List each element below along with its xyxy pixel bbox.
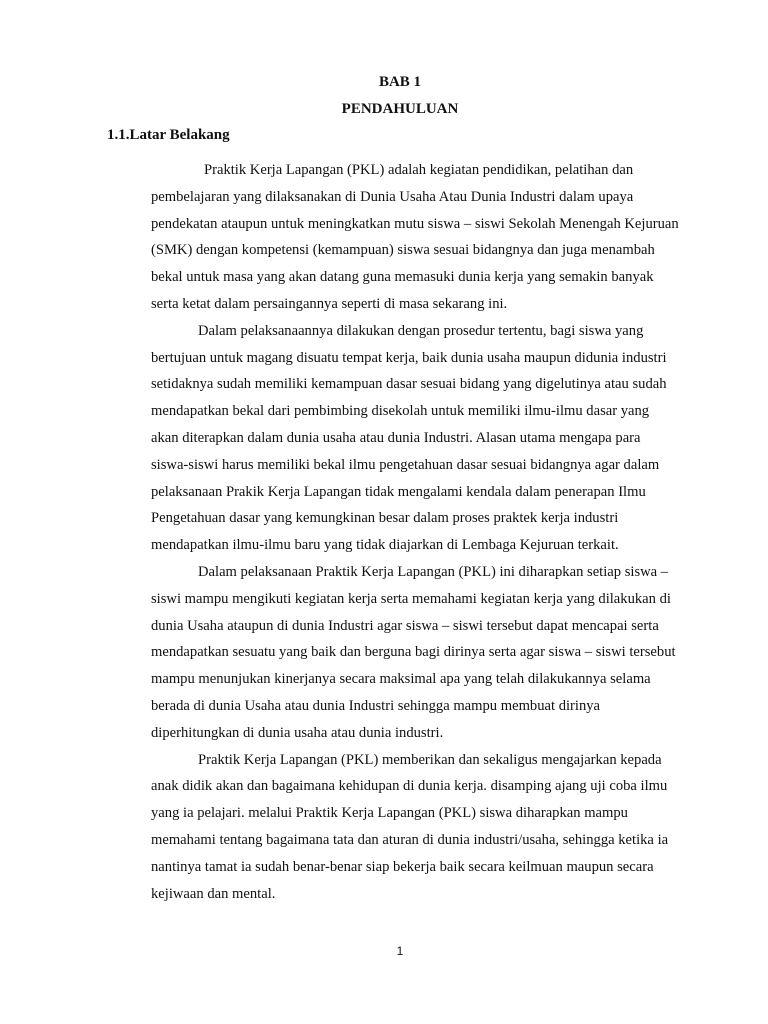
paragraph-line: mendapatkan bekal dari pembimbing disekolah untuk memiliki ilmu-ilmu dasar yang: [151, 403, 650, 420]
paragraph-line: kejiwaan dan mental.: [151, 885, 276, 902]
paragraph-line: dunia Usaha ataupun di dunia Industri agar siswa – siswi tersebut dapat mencapai serta: [151, 617, 659, 634]
paragraph-line: serta ketat dalam persaingannya seperti di masa sekarang ini.: [151, 295, 508, 312]
paragraph-line: nantinya tamat ia sudah benar-benar siap bekerja baik secara keilmuan maupun secara: [151, 858, 654, 875]
chapter-label: BAB 1: [378, 74, 422, 90]
chapter-title: PENDAHULUAN: [341, 101, 459, 117]
paragraph-line: Praktik Kerja Lapangan (PKL) memberikan dan sekaligus mengajarkan kepada: [198, 751, 662, 768]
paragraph-line: siswi mampu mengikuti kegiatan kerja serta memahami kegiatan kerja yang dilakukan di: [151, 590, 671, 607]
paragraph-line: siswa-siswi harus memiliki bekal ilmu pengetahuan dasar sesuai bidangnya agar dalam: [151, 456, 660, 473]
paragraph-line: memahami tentang bagaimana tata dan aturan di dunia industri/usaha, sehingga ketika ia: [151, 831, 669, 848]
paragraph-3: [151, 559, 711, 747]
paragraph-line: Dalam pelaksanaan Praktik Kerja Lapangan (PKL) ini diharapkan setiap siswa –: [198, 563, 669, 580]
paragraph-line: yang ia pelajari. melalui Praktik Kerja Lapangan (PKL) siswa diharapkan mampu: [151, 805, 628, 822]
paragraph-line: pembelajaran yang dilaksanakan di Dunia Usaha Atau Dunia Industri dalam upaya: [151, 188, 634, 205]
body-text: [151, 157, 711, 907]
section-heading: 1.1.Latar Belakang: [107, 127, 230, 143]
paragraph-line: mendapatkan ilmu-ilmu baru yang tidak diajarkan di Lembaga Kejuruan terkait.: [151, 537, 619, 554]
paragraph-line: mendapatkan sesuatu yang baik dan berguna bagi dirinya serta agar siswa – siswi tersebut: [151, 644, 676, 661]
paragraph-2: [151, 318, 711, 559]
paragraph-line: anak didik akan dan bagaimana kehidupan di dunia kerja. disamping ajang uji coba ilmu: [151, 778, 668, 795]
paragraph-1: [151, 157, 711, 318]
paragraph-line: diperhitungkan di dunia usaha atau dunia industri.: [151, 724, 444, 741]
paragraph-line: pendekatan ataupun untuk meningkatkan mutu siswa – siswi Sekolah Menengah Kejuruan: [151, 215, 679, 232]
paragraph-line: berada di dunia Usaha atau dunia Industri sehingga mampu membuat dirinya: [151, 697, 601, 714]
paragraph-line: Dalam pelaksanaannya dilakukan dengan prosedur tertentu, bagi siswa yang: [198, 322, 644, 339]
paragraph-line: mampu menunjukan kinerjanya secara maksimal apa yang telah dilakukannya selama: [151, 671, 651, 688]
page-number: 1: [396, 944, 404, 958]
paragraph-line: bekal untuk masa yang akan datang guna memasuki dunia kerja yang semakin banyak: [151, 269, 654, 286]
paragraph-line: (SMK) dengan kompetensi (kemampuan) siswa sesuai bidangnya dan juga menambah: [151, 242, 655, 259]
paragraph-line: pelaksanaan Prakik Kerja Lapangan tidak mengalami kendala dalam penerapan Ilmu: [151, 483, 646, 500]
paragraph-line: akan diterapkan dalam dunia usaha atau dunia Industri. Alasan utama mengapa para: [151, 429, 641, 446]
paragraph-4: [151, 747, 711, 908]
paragraph-line: bertujuan untuk magang disuatu tempat kerja, baik dunia usaha maupun didunia industri: [151, 349, 667, 366]
paragraph-line: Praktik Kerja Lapangan (PKL) adalah kegiatan pendidikan, pelatihan dan: [204, 162, 634, 178]
paragraph-line: Pengetahuan dasar yang kemungkinan besar dalam proses praktek kerja industri: [151, 510, 619, 527]
paragraph-line: setidaknya sudah memiliki kemampuan dasar sesuai bidang yang digelutinya atau sudah: [151, 376, 667, 393]
